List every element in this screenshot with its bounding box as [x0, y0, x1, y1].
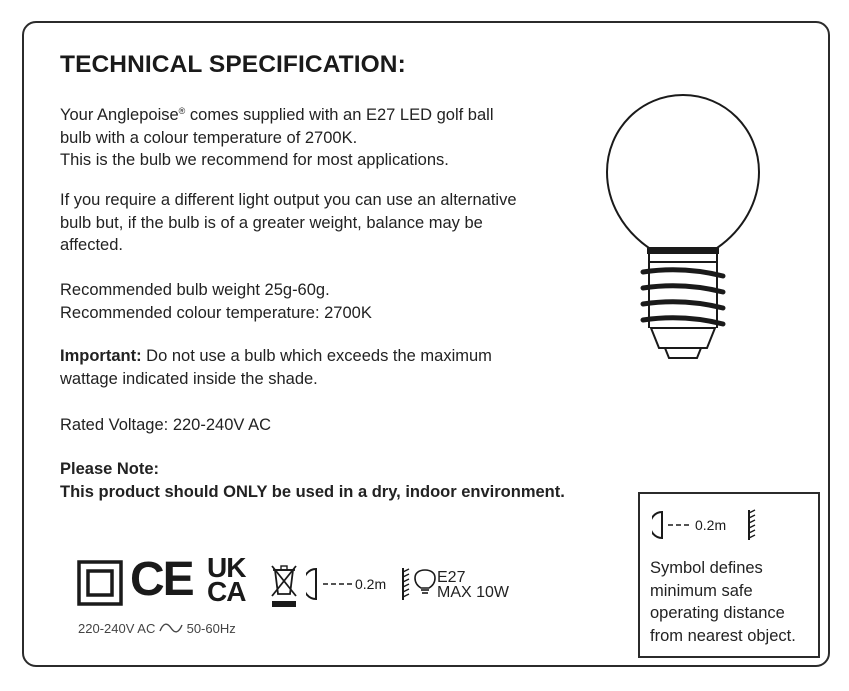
- note-text: This product should ONLY be used in a dry, indoor environment.: [60, 482, 565, 501]
- symbol-desc-line-4: from nearest object.: [650, 626, 796, 645]
- class-ii-icon: [77, 560, 123, 606]
- intro-line-1: [60, 100, 600, 127]
- ukca-bottom: CA: [207, 576, 246, 607]
- intro-line-3: This is the bulb we recommend for most applications.: [60, 151, 449, 169]
- recommendations-paragraph: [60, 279, 600, 324]
- important-line-2: wattage indicated inside the shade.: [60, 369, 318, 388]
- alternative-line-1: If you require a different light output you can use an alternative: [60, 191, 517, 209]
- intro-text-b: comes supplied with an E27 LED golf ball: [185, 106, 494, 124]
- note-label: Please Note:: [60, 460, 160, 478]
- important-text-a: Do not use a bulb which exceeds the maximum: [141, 347, 492, 365]
- intro-paragraph: [60, 100, 600, 172]
- rated-voltage: Rated Voltage: 220-240V AC: [60, 416, 271, 434]
- ukca-mark: [207, 552, 246, 607]
- ce-mark: CE: [130, 553, 193, 606]
- alternative-line-3: affected.: [60, 236, 123, 254]
- important-paragraph: [60, 345, 600, 390]
- cap-type: E27: [437, 569, 466, 586]
- symbol-desc-line-2: minimum safe: [650, 581, 753, 600]
- lamp-icon: [414, 569, 436, 597]
- symbol-desc-line-1: Symbol defines: [650, 559, 763, 577]
- important-line-1: [60, 345, 600, 368]
- voltage-marking: [78, 621, 236, 636]
- bulb-rating: [437, 570, 509, 600]
- recommended-temperature: Recommended colour temperature: 2700K: [60, 303, 372, 322]
- ukca-top: UK: [207, 552, 246, 583]
- page-title: TECHNICAL SPECIFICATION:: [60, 51, 406, 78]
- alternative-line-2: bulb but, if the bulb is of a greater weight, balance may be: [60, 213, 483, 232]
- symbol-legend-box: [638, 492, 820, 658]
- intro-text-a: Your Anglepoise: [60, 106, 179, 124]
- voltage-range: 220-240V AC: [78, 621, 156, 636]
- safe-distance-mark-icon: [306, 566, 416, 602]
- note-paragraph: [60, 458, 600, 503]
- intro-line-2: bulb with a colour temperature of 2700K.: [60, 128, 358, 147]
- weee-bin-icon: [268, 562, 300, 610]
- symbol-desc-line-3: operating distance: [650, 604, 785, 622]
- safe-distance-icon: [652, 508, 762, 542]
- symbol-description: [650, 557, 796, 647]
- max-power: MAX 10W: [437, 584, 510, 601]
- important-label: Important:: [60, 347, 142, 365]
- frequency: 50-60Hz: [186, 621, 236, 636]
- recommended-weight: Recommended bulb weight 25g-60g.: [60, 281, 330, 299]
- bulb-illustration: [603, 92, 763, 364]
- ac-wave-icon: [159, 622, 183, 634]
- marking-distance-value: 0.2m: [355, 576, 387, 592]
- registered-mark: ®: [178, 106, 186, 116]
- safe-distance-value: 0.2m: [695, 517, 727, 533]
- alternative-paragraph: [60, 189, 600, 257]
